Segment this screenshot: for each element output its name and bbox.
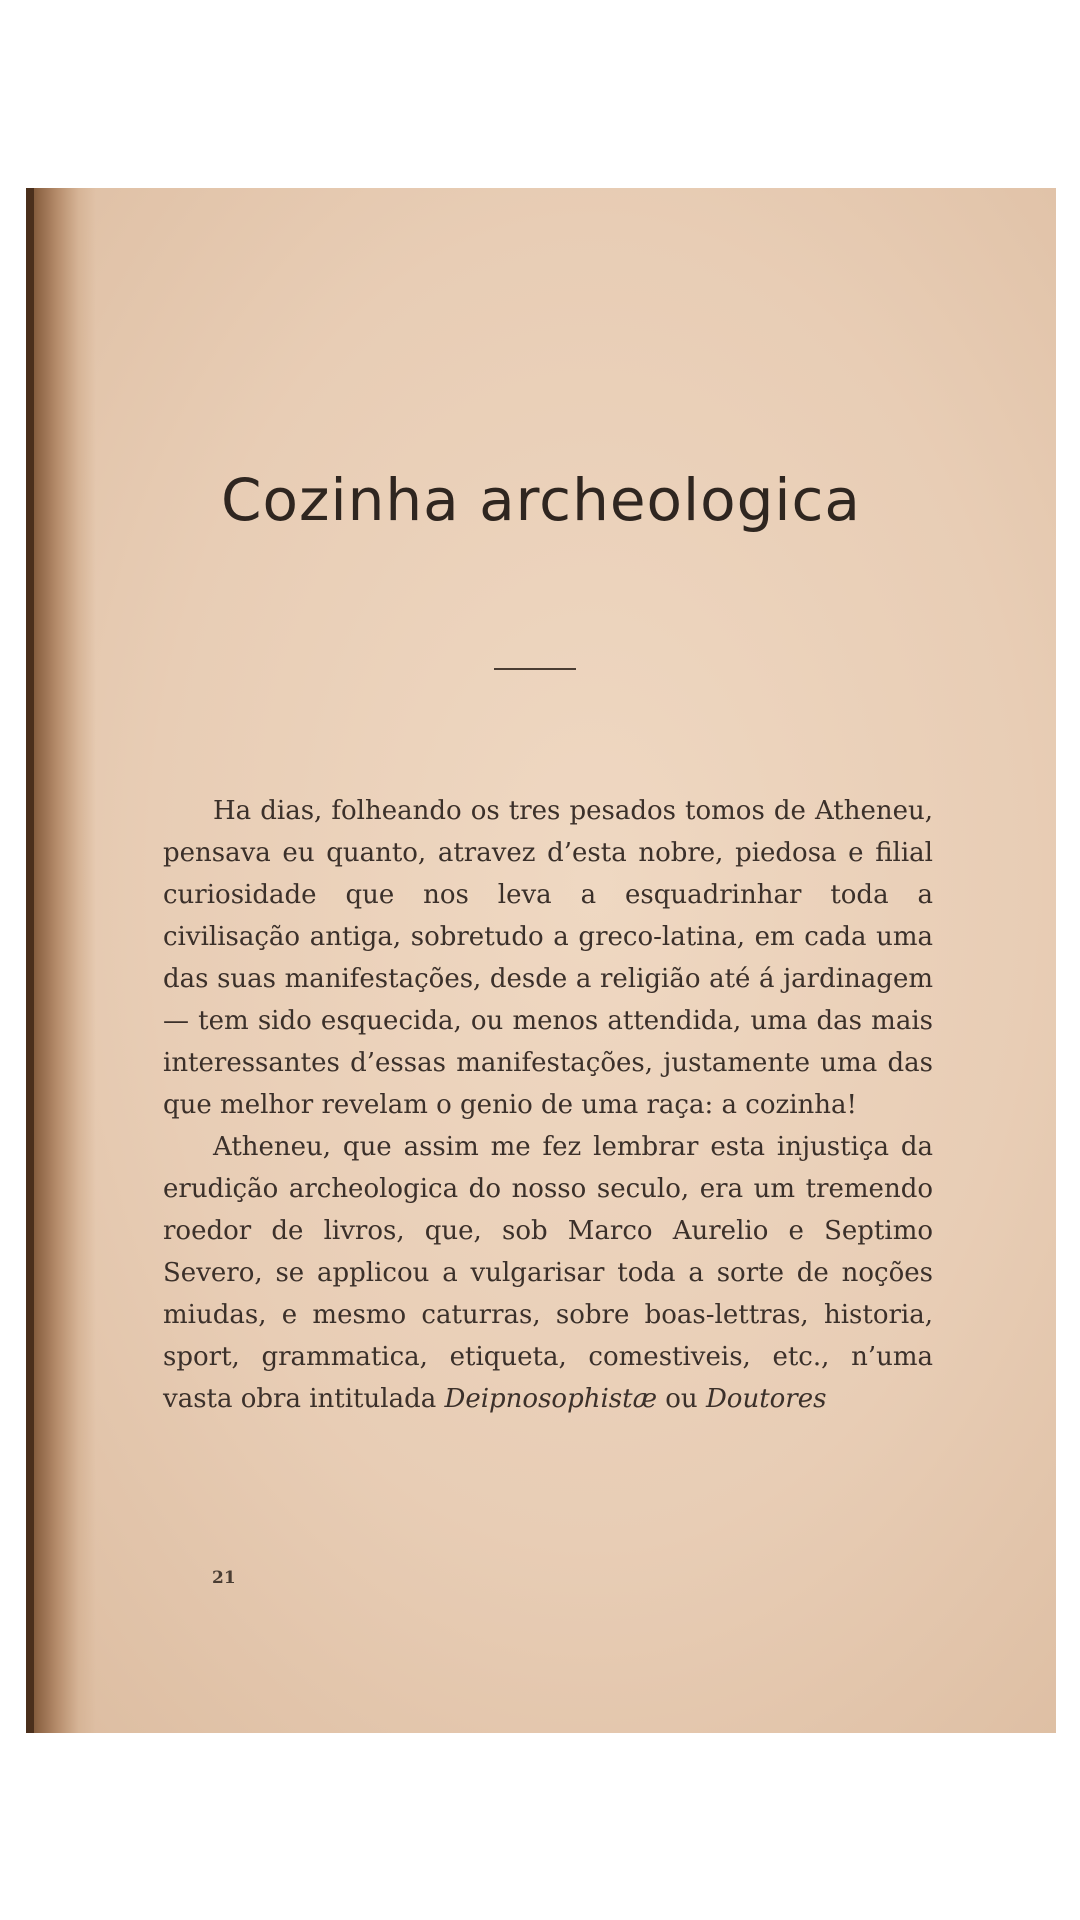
paragraph-2-italic-title: Deipnosophistæ: [444, 1384, 658, 1414]
paragraph-2: [163, 1126, 933, 1420]
book-spine-edge: [26, 188, 34, 1733]
chapter-title: Cozinha archeologica: [221, 466, 861, 534]
paragraph-1: Ha dias, folheando os tres pesados tomos de Atheneu, pensava eu quanto, atravez d’esta nobre, piedosa e filial curiosidade que nos leva a esquadrinhar toda a civilisação antiga, sobretudo a greco-latina, em cada uma das suas manifestações, desde a religião até á jardinagem — tem sido esquecida, ou menos attendida, uma das mais interessantes d’essas manifestações, justamente uma das que melhor revelam o genio de uma raça: a cozinha!: [163, 796, 933, 1120]
paragraph-2-text-middle: ou: [657, 1384, 706, 1414]
body-text: [163, 790, 933, 1420]
book-page: [26, 188, 1056, 1733]
paragraph-2-text-before: Atheneu, que assim me fez lembrar esta injustiça da erudição archeologica do nosso seculo, era um tremendo roedor de livros, que, sob Marco Aurelio e Septimo Severo, se applicou a vulgarisar toda a sorte de noções miudas, e mesmo caturras, sobre boas-lettras, historia, sport, grammatica, etiqueta, comestiveis, etc., n’uma vasta obra intitulada: [163, 1132, 933, 1414]
paragraph-2-italic-translation: Doutores: [705, 1384, 827, 1414]
page-number: 21: [212, 1568, 236, 1588]
book-spine-shadow: [26, 188, 96, 1733]
title-divider: [494, 668, 576, 670]
